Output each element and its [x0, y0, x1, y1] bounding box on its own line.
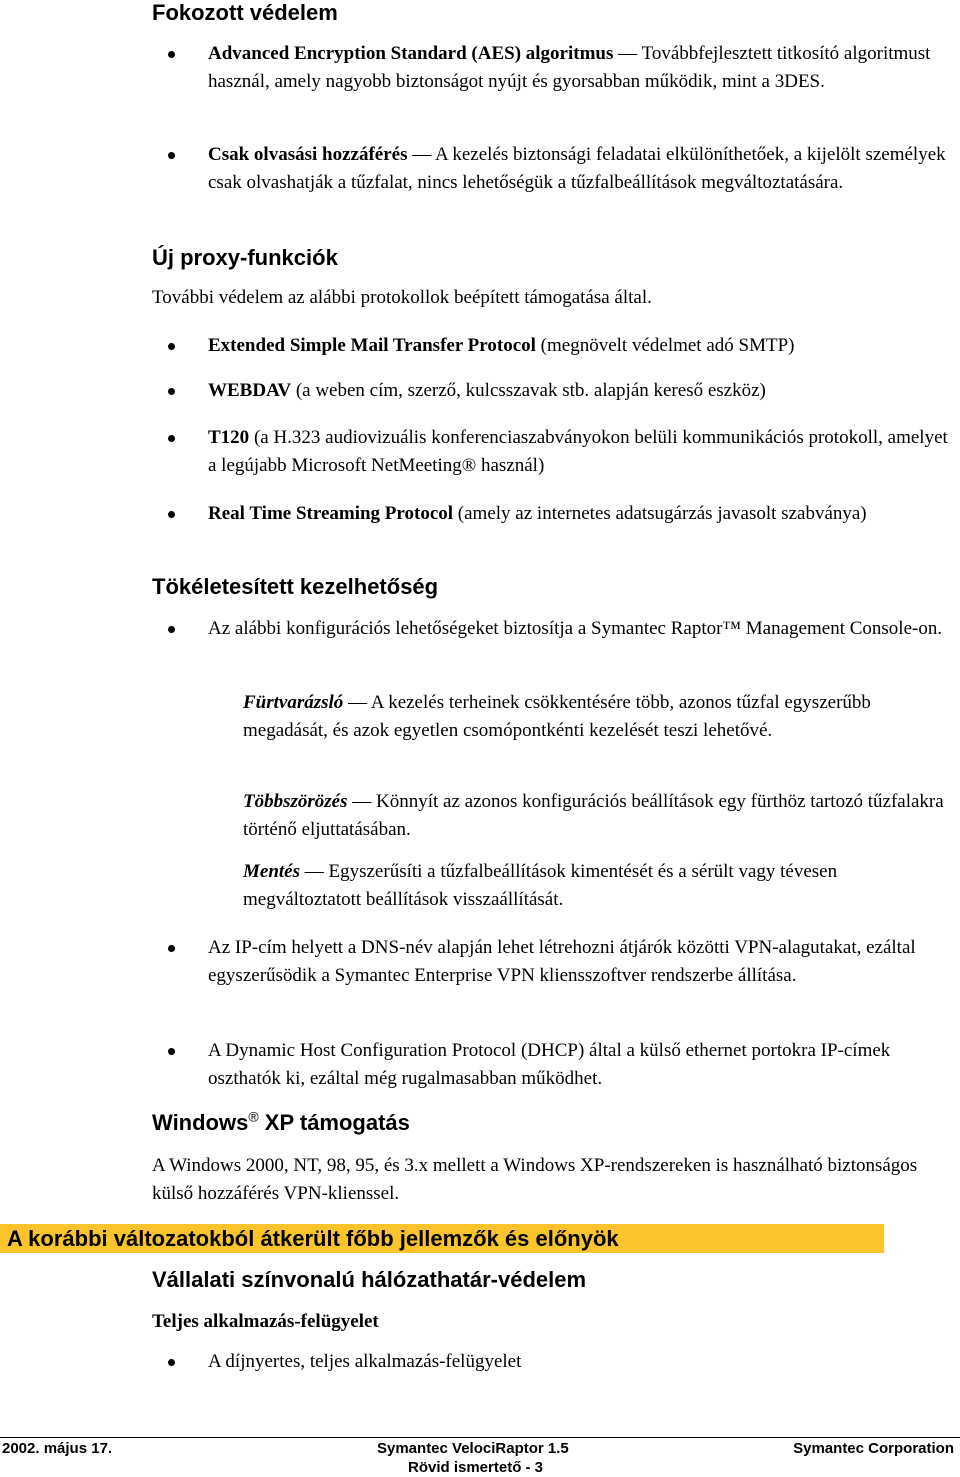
heading-windows-xp-tamogatas: Windows® XP támogatás — [152, 1108, 410, 1135]
proxy-intro: További védelem az alábbi protokollok beépített támogatása által. — [152, 287, 652, 308]
bullet-icon — [168, 51, 175, 58]
bullet-icon — [168, 511, 175, 518]
bullet-icon — [168, 152, 175, 159]
sub-item-furtvarazslo: Fürtvarázsló — A kezelés terheinek csökkentésére több, azonos tűzfal egyszerűbb megadását, és azok egyetlen csomópontkénti kezelését teszi lehetővé. — [243, 692, 871, 741]
list-item-text: Advanced Encryption Standard (AES) algoritmus — Továbbfejlesztett titkosító algoritmust használ, amely nagyobb biztonságot nyújt és gyorsabban működik, mint a 3DES. — [208, 43, 931, 92]
bullet-icon — [168, 435, 175, 442]
list-item-text: Az IP-cím helyett a DNS-név alapján lehet létrehozni átjárók közötti VPN-alagutakat, ezáltal egyszerűsödik a Symantec Enterprise VPN kliensszoftver rendszerbe állítása. — [208, 937, 916, 986]
list-item-text: A Dynamic Host Configuration Protocol (DHCP) által a külső ethernet portokra IP-címek oszthatók ki, ezáltal még rugalmasabban működhet. — [208, 1040, 891, 1089]
sub-item-mentes: Mentés — Egyszerűsíti a tűzfalbeállítások kimentését és a sérült vagy tévesen megváltoztatott beállítások visszaállítását. — [243, 861, 838, 910]
list-item-text: Real Time Streaming Protocol (amely az internetes adatsugárzás javasolt szabványa) — [208, 503, 867, 524]
list-item-text: Csak olvasási hozzáférés — A kezelés biztonsági feladatai elkülöníthetőek, a kijelölt személyek csak olvashatják a tűzfalat, nincs lehetőségük a tűzfalbeállítások megváltoztatására. — [208, 144, 946, 193]
list-item-text: T120 (a H.323 audiovizuális konferenciaszabványokon belüli kommunikációs protokoll, amelyet a legújabb Microsoft NetMeeting® használ) — [208, 427, 948, 476]
bullet-icon — [168, 626, 175, 633]
subheading-teljes-alkalmazas-felugyelet: Teljes alkalmazás-felügyelet — [152, 1311, 379, 1332]
heading-tokeletesitett-kezelhetoseg: Tökéletesített kezelhetőség — [152, 574, 439, 599]
bullet-icon — [168, 1359, 175, 1366]
footer-company: Symantec Corporation — [793, 1440, 954, 1457]
list-item-text: Az alábbi konfigurációs lehetőségeket biztosítja a Symantec Raptor™ Management Console-on. — [208, 618, 943, 639]
section-banner — [0, 1224, 884, 1253]
list-item-text: WEBDAV (a weben cím, szerző, kulcsszavak stb. alapján kereső eszköz) — [208, 380, 766, 401]
list-item-text: A díjnyertes, teljes alkalmazás-felügyelet — [208, 1351, 522, 1372]
footer-date: 2002. május 17. — [2, 1440, 113, 1457]
sub-item-tobbszorozes: Többszörözés — Könnyít az azonos konfigurációs beállítások egy fürthöz tartozó tűzfalakra történő eljuttatásában. — [243, 791, 944, 840]
banner-title: A korábbi változatokból átkerült főbb jellemzők és előnyök — [7, 1226, 619, 1251]
bullet-icon — [168, 343, 175, 350]
footer-product: Symantec VelociRaptor 1.5 — [377, 1440, 569, 1457]
list-item-text: Extended Simple Mail Transfer Protocol (megnövelt védelmet adó SMTP) — [208, 335, 795, 356]
heading-uj-proxy-funkciok: Új proxy-funkciók — [152, 245, 338, 270]
heading-fokozott-vedelem: Fokozott védelem — [152, 0, 338, 25]
footer-page-number: Rövid ismertető - 3 — [408, 1459, 544, 1476]
windows-xp-text: A Windows 2000, NT, 98, 95, és 3.x mellett a Windows XP-rendszereken is használható biztonságos külső hozzáférés VPN-klienssel. — [152, 1155, 918, 1204]
bullet-icon — [168, 388, 175, 395]
footer-divider — [0, 1437, 960, 1438]
heading-vallalati-halozathatar-vedelem: Vállalati színvonalú hálózathatár-védelem — [152, 1267, 587, 1292]
bullet-icon — [168, 1048, 175, 1055]
bullet-icon — [168, 945, 175, 952]
